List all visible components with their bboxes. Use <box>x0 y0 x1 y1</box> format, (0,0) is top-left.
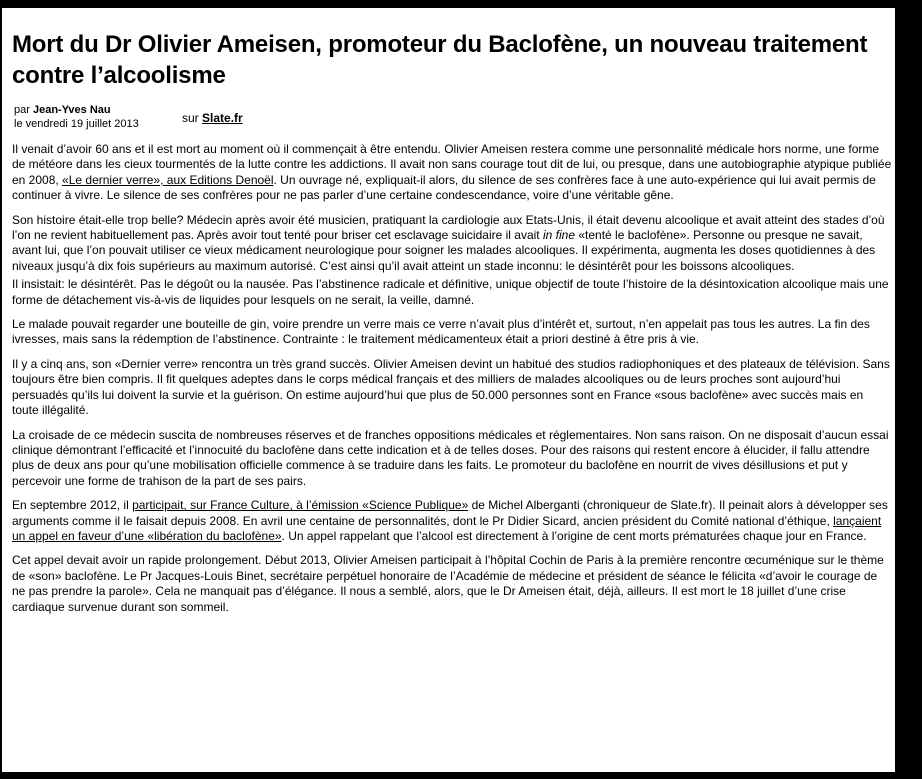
paragraph-2-italic: in fine <box>542 228 575 243</box>
publish-date: le vendredi 19 juillet 2013 <box>14 118 139 130</box>
paragraph-6: La croisade de ce médecin suscita de nombreuses réserves et de franches oppositions médicales et réglementaires. Non sans raison. On ne disposait d’aucun essai clinique démontrant l’efficacité et l’innocuité du baclofène dans cette indication et à de telles doses. Pour des raisons qui restent encore à élucider, il fallu attendre plus de deux ans pour qu’une mobilisation officielle commence à se traduire dans les faits. Le promoteur du baclofène en nourrit de vives désillusions et put y percevoir une forme de trahison de la part de ses pairs. <box>12 427 889 488</box>
paragraph-7-text-c: . Un appel rappelant que l’alcool est directement à l’origine de cent morts prématurées chaque jour en France. <box>281 528 867 543</box>
byline-prefix: par <box>14 104 33 116</box>
stray-mark: | <box>896 22 899 34</box>
author-name: Jean-Yves Nau <box>32 104 111 116</box>
paragraph-2-text-b: «tenté le baclofène». Personne ou presque ne savait, avant lui, que l’on pouvait utiliser ce vieux médicament neurologique pour soigner les malades alcooliques. Il expérimenta, augmenta les doses quotidiennes à des niveaux jusqu’à dix fois supérieurs au maximum autorisé. C’est ainsi qu’il avait atteint un stade inconnu: le désintérêt pour les boissons alcooliques. <box>12 228 876 273</box>
source-prefix: sur <box>182 111 203 125</box>
paragraph-5: Il y a cinq ans, son «Dernier verre» rencontra un très grand succès. Olivier Ameisen devint un habitué des studios radiophoniques et des plateaux de télévision. Sans toujours être bien compris. Il fit quelques adeptes dans le corps médical français et des milliers de malades alcooliques ou de leurs proches sont aujourd’hui persuadés qu’ils lui doivent la survie et la guérison. On estime aujourd’hui que plus de 50.000 personnes sont en France «sous baclofène» avec succès mais en toute illégalité. <box>12 356 890 418</box>
paragraph-7-text-a: En septembre 2012, il <box>12 498 133 513</box>
paragraph-2 <box>12 213 892 275</box>
paragraph-2-text-a: Son histoire était-elle trop belle? Médecin après avoir été musicien, pratiquant la cardiologie aux Etats-Unis, il était devenu alcoolique et avait atteint des stades d’où l’on ne revient habituellement pas. Après avoir tout tenté pour briser cet esclavage suicidaire il avait <box>12 212 885 243</box>
source <box>182 111 243 125</box>
france-culture-link[interactable]: participait, sur France Culture, à l’émission «Science Publique» <box>132 498 469 513</box>
paragraph-1 <box>12 142 892 204</box>
paragraph-4: Le malade pouvait regarder une bouteille de gin, voire prendre un verre mais ce verre n’avait plus d’intérêt et, surtout, n’en appelait pas tous les autres. La fin des ivresses, mais sans la rédemption de l’abstinence. Contrainte : le traitement médicamenteux était a priori destiné à être pris à vie. <box>12 317 870 347</box>
article-page <box>2 8 895 772</box>
paragraph-1-text-b: . Un ouvrage né, expliquait-il alors, du silence de ses confrères face à une auto-expérience qui lui avait permis de continuer à vivre. Le silence de ses confrères pour ne pas parler d’une certaine condescendance, voire d’une véritable gêne. <box>12 172 876 203</box>
book-link[interactable]: «Le dernier verre», aux Editions Denoël <box>62 172 274 187</box>
paragraph-3: Il insistait: le désintérêt. Pas le dégoût ou la nausée. Pas l’abstinence radicale et définitive, unique objectif de toute l’histoire de la désintoxication alcoolique mais une forme de détachement vis-à-vis de liquides pour lesquels on ne serait, la veille, damné. <box>12 277 889 307</box>
byline <box>14 103 139 131</box>
source-link[interactable]: Slate.fr <box>202 111 243 125</box>
paragraph-1-text-a: Il venait d’avoir 60 ans et il est mort au moment où il commençait à être entendu. Olivier Ameisen restera comme une personnalité médicale hors norme, une forme de météore dans les cieux tourmentés de la lutte contre les addictions. Il avait non sans courage tout dit de lui, ou presque, dans une autobiographie atypique publiée en 2008, <box>12 142 892 187</box>
appeal-link[interactable]: lançaient un appel en faveur d’une «libération du baclofène» <box>12 513 882 543</box>
paragraph-7 <box>12 498 892 544</box>
paragraph-8: Cet appel devait avoir un rapide prolongement. Début 2013, Olivier Ameisen participait à l’hôpital Cochin de Paris à la première rencontre œcuménique sur le thème de «son» baclofène. Le Pr Jacques-Louis Binet, secrétaire perpétuel honoraire de l’Académie de médecine et président de séance le félicita «d’avoir le courage de ne pas prendre la parole». Cela ne manquait pas d’élégance. Il nous a semblé, alors, que le Dr Ameisen était, déjà, ailleurs. Il est mort le 18 juillet d’une crise cardiaque survenue durant son sommeil. <box>12 553 884 614</box>
article-title: Mort du Dr Olivier Ameisen, promoteur du Baclofène, un nouveau traitement contre l’alcoolisme <box>12 31 868 89</box>
paragraph-7-text-b: de Michel Alberganti (chroniqueur de Slate.fr). Il peinait alors à développer ses arguments comme il le faisait depuis 2008. En avril une centaine de personnalités, dont le Pr Didier Sicard, ancien président du Comité national d’éthique, <box>12 498 888 528</box>
article-body <box>12 142 892 624</box>
